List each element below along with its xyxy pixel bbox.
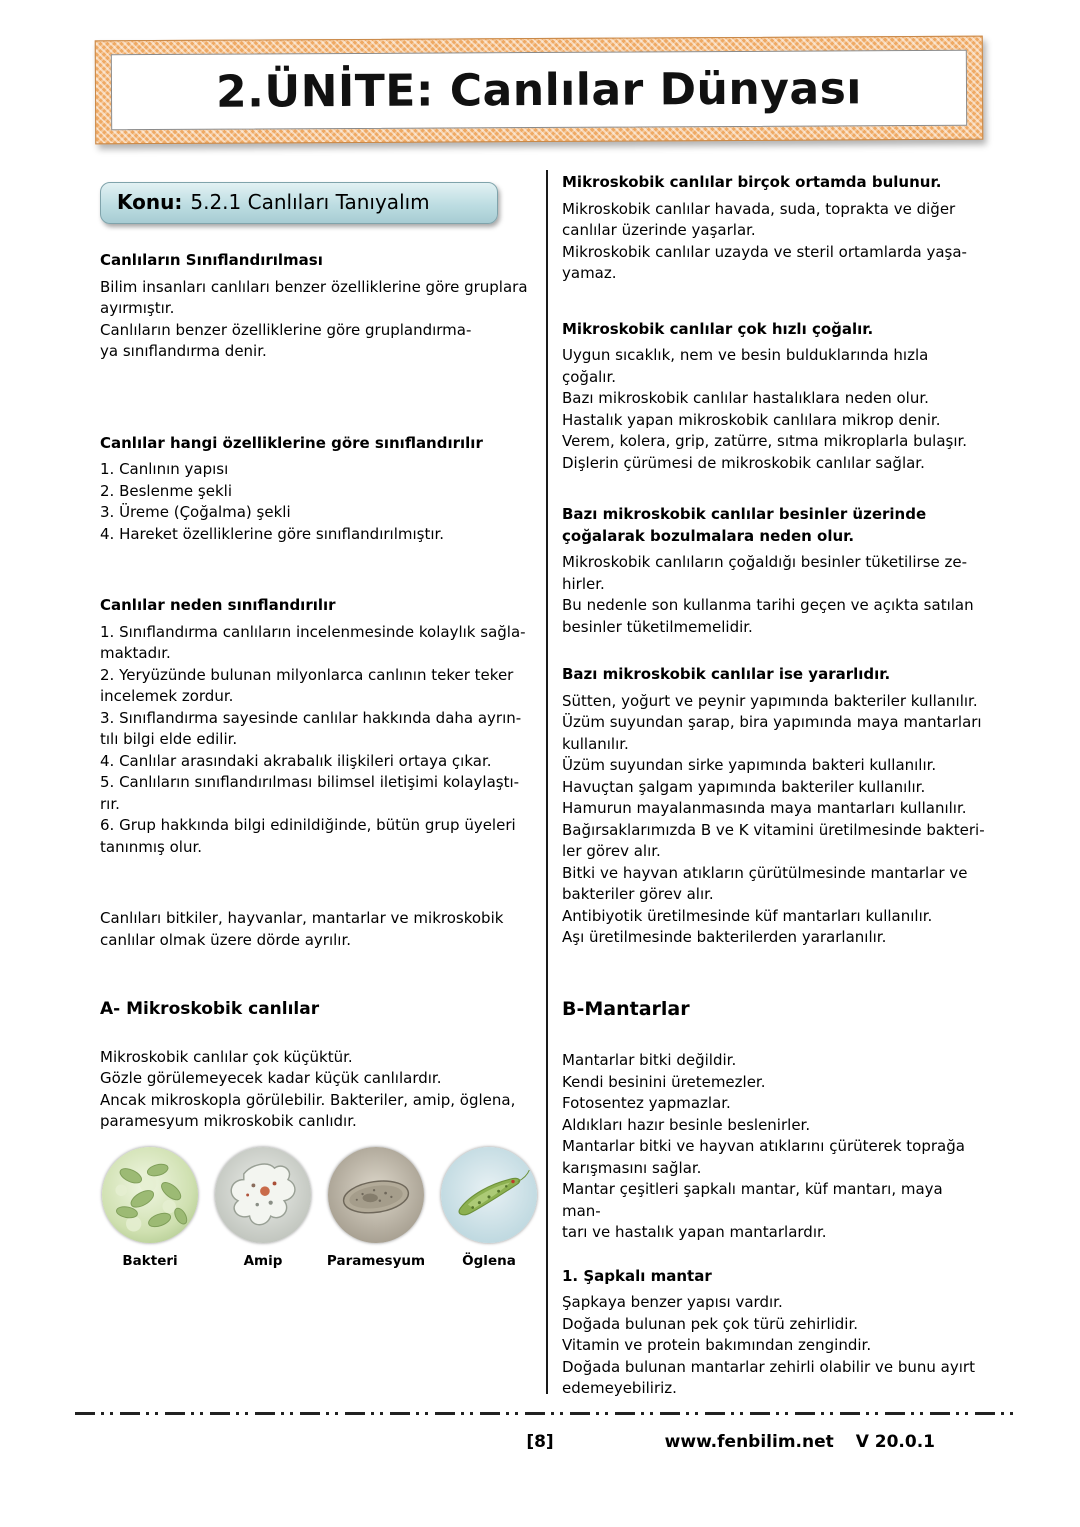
text-line: Bitki ve hayvan atıkların çürütülmesinde mantarlar ve (562, 863, 968, 882)
figure-amip (213, 1147, 313, 1273)
text-line: Ancak mikroskopla görülebilir. Bakteriler, amip, öglena, (100, 1090, 516, 1109)
section-heading: Canlılar hangi özelliklerine göre sınıflandırılır (100, 433, 483, 452)
section-hangi-ozellikler (100, 433, 540, 546)
text-line: Hastalık yapan mikroskobik canlılara mikrop denir. (562, 410, 941, 429)
section-mantarlar (562, 999, 986, 1244)
section-body (562, 199, 986, 285)
section-body (100, 908, 540, 951)
text-line: canlılar olmak üzere dörde ayrılır. (100, 930, 352, 949)
section-mikroskobik-canlilar (100, 999, 540, 1133)
section-sapkali-mantar (562, 1266, 986, 1400)
text-line: 1. Canlının yapısı (100, 460, 229, 478)
right-column (562, 172, 986, 1430)
figure-paramesyum (326, 1147, 426, 1273)
section-body (100, 1047, 540, 1133)
text-line: Üzüm suyundan sirke yapımında bakteri kullanılır. (562, 756, 937, 774)
section-heading: A- Mikroskobik canlılar (100, 999, 320, 1019)
text-line: Mantarlar bitki ve hayvan atıklarını çürüterek toprağa (562, 1137, 965, 1155)
section-neden-siniflandirilir (100, 595, 540, 858)
text-line: rır. (100, 794, 120, 813)
section-body (562, 345, 986, 474)
section-heading: 1. Şapkalı mantar (562, 1266, 712, 1285)
text-line: maktadır. (100, 644, 171, 662)
text-line: Dişlerin çürümesi de mikroskobik canlılar sağlar. (562, 453, 925, 472)
text-line: kullanılır. (562, 734, 629, 753)
section-heading: B-Mantarlar (562, 997, 690, 1020)
paramesyum-image (328, 1147, 424, 1243)
text-line: Bazı mikroskobik canlılar hastalıklara neden olur. (562, 389, 929, 407)
section-dort-grup (100, 908, 540, 951)
text-line: Aldıkları hazır besinle beslenirler. (562, 1115, 811, 1134)
section-body (562, 1050, 986, 1244)
text-line: Havuçtan şalgam yapımında bakteriler kullanılır. (562, 777, 926, 796)
text-line: 3. Sınıflandırma sayesinde canlılar hakkında daha ayrın- (100, 708, 522, 727)
text-line: 3. Üreme (Çoğalma) şekli (100, 503, 291, 521)
section-siniflandirilmasi (100, 250, 540, 363)
text-line: tılı bilgi elde edilir. (100, 730, 238, 748)
text-line: paramesyum mikroskobik canlıdır. (100, 1112, 357, 1130)
text-line: incelemek zordur. (100, 687, 234, 705)
text-line: Mikroskobik canlılar havada, suda, toprakta ve diğer (562, 199, 956, 218)
figure-oglena (439, 1147, 539, 1273)
section-body (100, 459, 540, 545)
section-heading: Mikroskobik canlılar çok hızlı çoğalır. (562, 319, 874, 338)
topic-box (100, 182, 498, 224)
text-line: Uygun sıcaklık, nem ve besin bulduklarında hızla çoğalır. (562, 346, 929, 386)
section-heading: Canlıların Sınıflandırılması (100, 251, 323, 269)
bakteri-image (102, 1147, 198, 1243)
unit-title: 2.ÜNİTE: Canlılar Dünyası (215, 62, 863, 118)
text-line: tanınmış olur. (100, 837, 203, 856)
text-line: hirler. (562, 574, 605, 593)
text-line: Mikroskobik canlılar uzayda ve steril ortamlarda yaşa- (562, 242, 967, 261)
section-body (562, 552, 986, 638)
text-line: Bağırsaklarımızda B ve K vitamini üretilmesinde bakteri- (562, 820, 985, 839)
text-line: 2. Beslenme şekli (100, 481, 232, 500)
text-line: ler görev alır. (562, 842, 661, 860)
oglena-image (441, 1147, 537, 1243)
text-line: Mantarlar bitki değildir. (562, 1051, 737, 1069)
text-line: Canlıları bitkiler, hayvanlar, mantarlar ve mikroskobik (100, 909, 504, 927)
text-line: ya sınıflandırma denir. (100, 342, 267, 360)
topic-title: 5.2.1 Canlıları Tanıyalım (190, 190, 430, 215)
section-yararli-canlilar (562, 664, 986, 949)
text-line: Bu nedenle son kullanma tarihi geçen ve açıkta satılan (562, 596, 974, 614)
section-body (562, 691, 986, 949)
text-line: Sütten, yoğurt ve peynir yapımında bakteriler kullanılır. (562, 691, 978, 710)
text-line: Bilim insanları canlıları benzer özelliklerine göre gruplara (100, 277, 528, 296)
text-line: ayırmıştır. (100, 299, 175, 317)
section-hizli-cogalir (562, 319, 986, 475)
section-body (100, 622, 540, 859)
section-heading: Bazı mikroskobik canlılar besinler üzerinde çoğalarak bozulmalara neden olur. (562, 505, 927, 545)
page-number: [8] (526, 1432, 554, 1452)
figure-label: Amip (243, 1252, 283, 1269)
left-column (100, 182, 540, 1272)
section-heading: Mikroskobik canlılar birçok ortamda bulunur. (562, 173, 942, 191)
column-divider (546, 170, 548, 1394)
text-line: tarı ve hastalık yapan mantarlardır. (562, 1223, 827, 1241)
section-besin-bozulma (562, 504, 986, 638)
text-line: Gözle görülemeyecek kadar küçük canlılardır. (100, 1069, 442, 1087)
unit-title-banner (95, 36, 984, 145)
text-line: Mantar çeşitleri şapkalı mantar, küf mantarı, maya man- (562, 1180, 943, 1220)
text-line: Fotosentez yapmazlar. (562, 1094, 731, 1112)
text-line: Verem, kolera, grip, zatürre, sıtma mikroplarla bulaşır. (562, 432, 968, 450)
microorganism-figures (100, 1147, 540, 1273)
footer-credit (665, 1432, 935, 1452)
section-heading: Canlılar neden sınıflandırılır (100, 596, 336, 614)
text-line: besinler tüketilmemelidir. (562, 617, 753, 636)
text-line: Kendi besinini üretemezler. (562, 1072, 766, 1091)
figure-label: Öglena (462, 1252, 516, 1269)
text-line: 4. Hareket özelliklerine göre sınıflandırılmıştır. (100, 524, 445, 543)
text-line: 4. Canlılar arasındaki akrabalık ilişkileri ortaya çıkar. (100, 751, 492, 770)
section-bircok-ortam (562, 172, 986, 285)
figure-label: Paramesyum (326, 1252, 426, 1269)
text-line: Aşı üretilmesinde bakterilerden yararlanılır. (562, 928, 887, 946)
text-line: Doğada bulunan mantarlar zehirli olabilir ve bunu ayırt (562, 1357, 975, 1376)
text-line: Üzüm suyundan şarap, bira yapımında maya mantarları (562, 713, 982, 731)
text-line: Canlıların benzer özelliklerine göre gruplandırma- (100, 320, 472, 339)
text-line: 2. Yeryüzünde bulunan milyonlarca canlının teker teker (100, 665, 514, 684)
unit-title-frame (111, 50, 967, 130)
topic-label: Konu: (117, 190, 183, 215)
text-line: 6. Grup hakkında bilgi edinildiğinde, bütün grup üyeleri (100, 816, 516, 834)
text-line: Mikroskobik canlılar çok küçüktür. (100, 1047, 353, 1066)
text-line: Vitamin ve protein bakımından zengindir. (562, 1336, 872, 1354)
text-line: Şapkaya benzer yapısı vardır. (562, 1293, 783, 1311)
text-line: Doğada bulunan pek çok türü zehirlidir. (562, 1314, 859, 1333)
text-line: canlılar üzerinde yaşarlar. (562, 221, 756, 239)
text-line: bakteriler görev alır. (562, 885, 714, 903)
text-line: Antibiyotik üretilmesinde küf mantarları kullanılır. (562, 906, 933, 925)
text-line: yamaz. (562, 264, 617, 282)
section-body (562, 1292, 986, 1400)
text-line: 5. Canlıların sınıflandırılması bilimsel iletişimi kolaylaştı- (100, 773, 520, 791)
text-line: Mikroskobik canlıların çoğaldığı besinler tüketilirse ze- (562, 553, 968, 571)
figure-bakteri (100, 1147, 200, 1273)
site-url: www.fenbilim.net (664, 1432, 834, 1452)
text-line: 1. Sınıflandırma canlıların incelenmesinde kolaylık sağla- (100, 622, 526, 641)
text-line: karışmasını sağlar. (562, 1158, 702, 1177)
amip-image (215, 1147, 311, 1243)
figure-label: Bakteri (122, 1252, 178, 1269)
version-label: V 20.0.1 (855, 1432, 935, 1452)
footer-divider (75, 1412, 1020, 1415)
section-heading: Bazı mikroskobik canlılar ise yararlıdır. (562, 665, 891, 683)
text-line: edemeyebiliriz. (562, 1379, 677, 1397)
section-body (100, 277, 540, 363)
text-line: Hamurun mayalanmasında maya mantarları kullanılır. (562, 799, 967, 817)
